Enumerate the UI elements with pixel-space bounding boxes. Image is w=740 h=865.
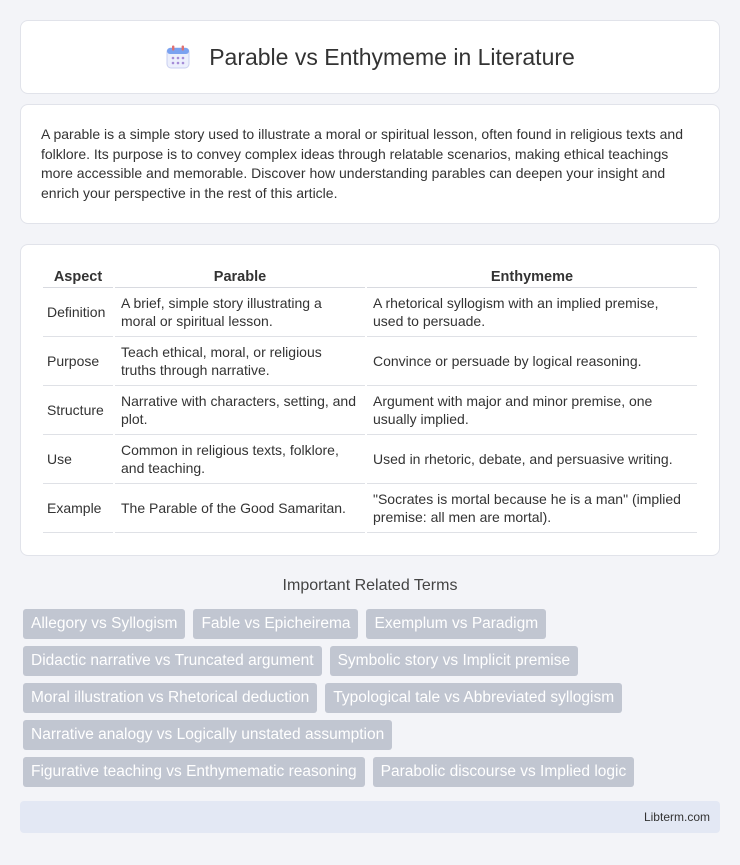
cell-enthymeme: Argument with major and minor premise, one usually implied. [367,386,697,435]
related-term-tag[interactable]: Didactic narrative vs Truncated argument [23,646,322,676]
cell-parable: A brief, simple story illustrating a moral or spiritual lesson. [115,288,365,337]
header-card [20,20,720,94]
table-row [43,484,697,533]
cell-enthymeme: "Socrates is mortal because he is a man" (implied premise: all men are mortal). [367,484,697,533]
related-term-tag[interactable]: Narrative analogy vs Logically unstated assumption [23,720,392,750]
cell-parable: Common in religious texts, folklore, and teaching. [115,435,365,484]
table-row [43,435,697,484]
title-wrap [165,44,575,71]
related-term-tag[interactable]: Symbolic story vs Implicit premise [330,646,579,676]
tag-row [23,683,723,713]
footer [20,801,720,833]
cell-parable: The Parable of the Good Samaritan. [115,484,365,533]
cell-aspect: Use [43,435,113,484]
cell-enthymeme: Used in rhetoric, debate, and persuasive writing. [367,435,697,484]
tag-row [23,720,723,750]
cell-parable: Teach ethical, moral, or religious truths through narrative. [115,337,365,386]
cell-aspect: Structure [43,386,113,435]
page-title: Parable vs Enthymeme in Literature [209,43,575,70]
tag-row [23,646,723,676]
calendar-icon [165,44,191,70]
related-term-tag[interactable]: Parabolic discourse vs Implied logic [373,757,635,787]
related-terms-list [23,609,723,794]
cell-aspect: Definition [43,288,113,337]
related-term-tag[interactable]: Figurative teaching vs Enthymematic reasoning [23,757,365,787]
cell-enthymeme: Convince or persuade by logical reasoning. [367,337,697,386]
table-row [43,386,697,435]
cell-aspect: Example [43,484,113,533]
related-term-tag[interactable]: Typological tale vs Abbreviated syllogism [325,683,622,713]
cell-enthymeme: A rhetorical syllogism with an implied premise, used to persuade. [367,288,697,337]
related-term-tag[interactable]: Moral illustration vs Rhetorical deduction [23,683,317,713]
intro-card [20,104,720,224]
header-aspect: Aspect [43,265,113,288]
tag-row [23,757,723,787]
comparison-table [41,265,699,533]
table-row [43,337,697,386]
header-parable: Parable [115,265,365,288]
cell-parable: Narrative with characters, setting, and plot. [115,386,365,435]
header-enthymeme: Enthymeme [367,265,697,288]
comparison-card [20,244,720,556]
related-term-tag[interactable]: Fable vs Epicheirema [193,609,358,639]
tag-row [23,609,723,639]
related-term-tag[interactable]: Exemplum vs Paradigm [366,609,546,639]
footer-site-link[interactable]: Libterm.com [643,810,710,824]
related-term-tag[interactable]: Allegory vs Syllogism [23,609,185,639]
cell-aspect: Purpose [43,337,113,386]
table-row [43,288,697,337]
related-terms-title: Important Related Terms [282,577,458,594]
table-header-row [43,265,697,288]
intro-text: A parable is a simple story used to illustrate a moral or spiritual lesson, often found in religious texts and folklore. Its purpose is to convey complex ideas through relatable scenarios, making ethical teachings more accessible and memorable. Discover how understanding parables can deepen your insight and enrich your perspective in the rest of this article. [41,126,683,201]
